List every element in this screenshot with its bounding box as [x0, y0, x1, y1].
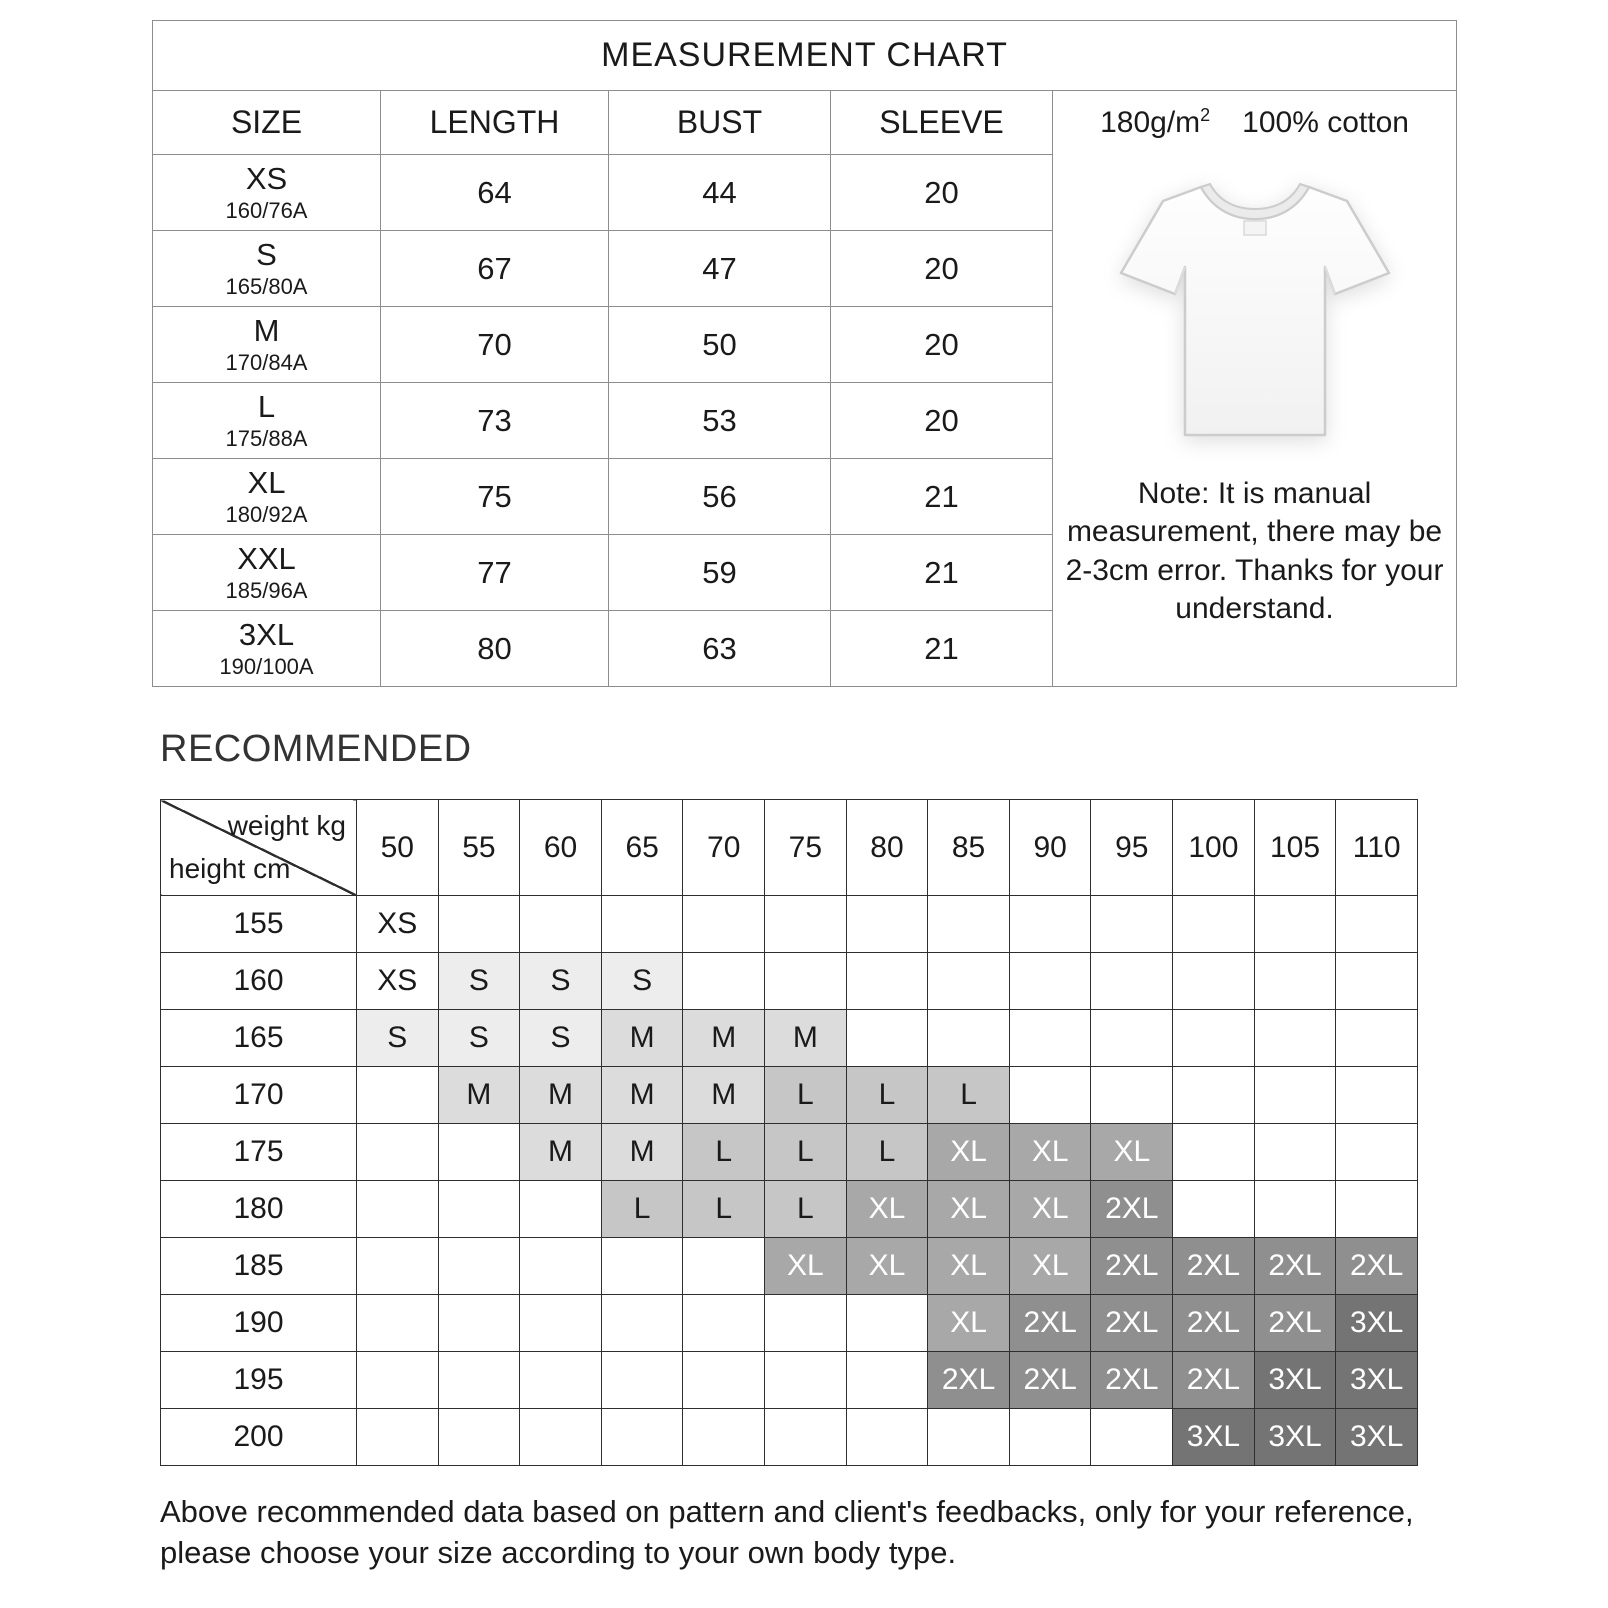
recommended-row	[161, 953, 1418, 1010]
col-header-bust: BUST	[609, 91, 831, 155]
empty-cell	[1254, 896, 1336, 953]
measurement-header-row	[153, 91, 1457, 155]
size-cell	[153, 231, 381, 307]
size-cell	[153, 459, 381, 535]
empty-cell	[765, 1295, 847, 1352]
empty-cell	[683, 1238, 765, 1295]
weight-column-header: 105	[1254, 800, 1336, 896]
fabric-panel	[1053, 91, 1457, 687]
size-recommendation-cell: 2XL	[1254, 1238, 1336, 1295]
empty-cell	[1173, 1181, 1255, 1238]
recommended-row	[161, 1352, 1418, 1409]
length-value: 80	[381, 611, 609, 687]
bust-value: 56	[609, 459, 831, 535]
empty-cell	[601, 1295, 683, 1352]
bust-value: 47	[609, 231, 831, 307]
size-recommendation-cell: 3XL	[1173, 1409, 1255, 1466]
empty-cell	[438, 1124, 520, 1181]
empty-cell	[928, 1010, 1010, 1067]
measurement-chart-section	[152, 20, 1457, 687]
weight-column-header: 65	[601, 800, 683, 896]
size-recommendation-cell: S	[438, 953, 520, 1010]
empty-cell	[520, 896, 602, 953]
empty-cell	[765, 953, 847, 1010]
size-recommendation-cell: 2XL	[1091, 1352, 1173, 1409]
empty-cell	[1336, 1124, 1418, 1181]
empty-cell	[683, 1409, 765, 1466]
bust-value: 59	[609, 535, 831, 611]
empty-cell	[765, 896, 847, 953]
empty-cell	[846, 1409, 928, 1466]
tshirt-icon	[1095, 163, 1415, 463]
col-header-size: SIZE	[153, 91, 381, 155]
size-label: 3XL	[238, 617, 295, 653]
size-recommendation-cell: 2XL	[1173, 1238, 1255, 1295]
empty-cell	[683, 1352, 765, 1409]
empty-cell	[928, 953, 1010, 1010]
measurement-table-body	[153, 21, 1457, 687]
size-recommendation-cell: S	[520, 1010, 602, 1067]
size-recommendation-cell: M	[601, 1124, 683, 1181]
size-recommendation-cell: XL	[1009, 1238, 1091, 1295]
empty-cell	[438, 1352, 520, 1409]
weight-axis-label: weight kg	[227, 810, 346, 841]
empty-cell	[928, 896, 1010, 953]
sleeve-value: 21	[831, 611, 1053, 687]
empty-cell	[683, 896, 765, 953]
empty-cell	[1254, 953, 1336, 1010]
recommended-row	[161, 1010, 1418, 1067]
empty-cell	[1009, 1409, 1091, 1466]
height-label: 200	[161, 1409, 357, 1466]
empty-cell	[1336, 1067, 1418, 1124]
tshirt-image-wrap	[1061, 163, 1448, 463]
empty-cell	[1254, 1124, 1336, 1181]
empty-cell	[357, 1067, 439, 1124]
empty-cell	[357, 1352, 439, 1409]
height-label: 195	[161, 1352, 357, 1409]
length-value: 75	[381, 459, 609, 535]
weight-column-header: 70	[683, 800, 765, 896]
weight-column-header: 95	[1091, 800, 1173, 896]
length-value: 77	[381, 535, 609, 611]
size-recommendation-cell: 2XL	[1091, 1295, 1173, 1352]
bust-value: 63	[609, 611, 831, 687]
empty-cell	[683, 1295, 765, 1352]
bust-value: 53	[609, 383, 831, 459]
weight-column-header: 85	[928, 800, 1010, 896]
weight-column-header: 60	[520, 800, 602, 896]
measurement-chart-table	[152, 20, 1457, 687]
size-label: L	[257, 389, 276, 425]
weight-column-header: 55	[438, 800, 520, 896]
size-recommendation-cell: 3XL	[1254, 1352, 1336, 1409]
empty-cell	[1009, 953, 1091, 1010]
empty-cell	[1336, 1010, 1418, 1067]
empty-cell	[1091, 1010, 1173, 1067]
size-recommendation-cell: XS	[357, 896, 439, 953]
size-recommendation-cell: L	[765, 1067, 847, 1124]
size-recommendation-cell: M	[601, 1067, 683, 1124]
size-recommendation-cell: 2XL	[1254, 1295, 1336, 1352]
size-recommendation-cell: M	[683, 1010, 765, 1067]
height-label: 165	[161, 1010, 357, 1067]
weight-column-header: 50	[357, 800, 439, 896]
empty-cell	[1009, 1067, 1091, 1124]
length-value: 73	[381, 383, 609, 459]
size-recommendation-cell: 3XL	[1254, 1409, 1336, 1466]
fabric-info	[1061, 91, 1448, 155]
size-recommendation-cell: XL	[846, 1181, 928, 1238]
empty-cell	[438, 1409, 520, 1466]
size-recommendation-cell: XL	[928, 1181, 1010, 1238]
empty-cell	[683, 953, 765, 1010]
size-cell	[153, 155, 381, 231]
sleeve-value: 21	[831, 535, 1053, 611]
recommended-row	[161, 1295, 1418, 1352]
empty-cell	[601, 1238, 683, 1295]
height-axis-label: height cm	[169, 853, 291, 884]
empty-cell	[1173, 1124, 1255, 1181]
size-cell	[153, 535, 381, 611]
size-label: XXL	[237, 541, 296, 577]
size-recommendation-cell: 2XL	[1336, 1238, 1418, 1295]
material-label: 100% cotton	[1242, 106, 1409, 139]
size-recommendation-cell: XL	[928, 1238, 1010, 1295]
empty-cell	[846, 1352, 928, 1409]
empty-cell	[520, 1409, 602, 1466]
size-recommendation-cell: 2XL	[1009, 1352, 1091, 1409]
empty-cell	[1091, 953, 1173, 1010]
size-recommendation-cell: M	[438, 1067, 520, 1124]
size-recommendation-cell: XL	[928, 1295, 1010, 1352]
size-recommendation-cell: 2XL	[1091, 1181, 1173, 1238]
size-label: S	[256, 237, 277, 273]
size-recommendation-cell: L	[846, 1067, 928, 1124]
height-label: 185	[161, 1238, 357, 1295]
size-recommendation-cell: L	[683, 1124, 765, 1181]
size-recommendation-cell: 3XL	[1336, 1409, 1418, 1466]
fabric-weight-label: $180g/m^2$	[1100, 105, 1211, 139]
height-label: 180	[161, 1181, 357, 1238]
empty-cell	[357, 1295, 439, 1352]
empty-cell	[1009, 1010, 1091, 1067]
empty-cell	[1254, 1067, 1336, 1124]
size-spec-label: 175/88A	[225, 425, 308, 451]
length-value: 70	[381, 307, 609, 383]
recommended-row	[161, 1067, 1418, 1124]
size-recommendation-cell: S	[438, 1010, 520, 1067]
size-spec-label: 185/96A	[225, 577, 308, 603]
recommended-section	[160, 728, 1500, 1574]
size-recommendation-cell: S	[601, 953, 683, 1010]
size-spec-label: 180/92A	[225, 501, 308, 527]
empty-cell	[438, 1295, 520, 1352]
empty-cell	[520, 1181, 602, 1238]
size-recommendation-cell: XL	[846, 1238, 928, 1295]
height-label: 170	[161, 1067, 357, 1124]
empty-cell	[765, 1352, 847, 1409]
size-recommendation-cell: S	[520, 953, 602, 1010]
size-recommendation-cell: 2XL	[928, 1352, 1010, 1409]
sleeve-value: 20	[831, 383, 1053, 459]
size-recommendation-cell: XS	[357, 953, 439, 1010]
recommended-row	[161, 1181, 1418, 1238]
sleeve-value: 20	[831, 155, 1053, 231]
size-recommendation-cell: L	[765, 1181, 847, 1238]
height-label: 175	[161, 1124, 357, 1181]
empty-cell	[1173, 1010, 1255, 1067]
recommended-row	[161, 1238, 1418, 1295]
col-header-length: LENGTH	[381, 91, 609, 155]
size-recommendation-cell: M	[765, 1010, 847, 1067]
empty-cell	[928, 1409, 1010, 1466]
weight-column-header: 80	[846, 800, 928, 896]
empty-cell	[520, 1238, 602, 1295]
height-label: 160	[161, 953, 357, 1010]
size-recommendation-cell: L	[928, 1067, 1010, 1124]
measurement-title-row	[153, 21, 1457, 91]
size-recommendation-cell: XL	[765, 1238, 847, 1295]
size-recommendation-cell: M	[683, 1067, 765, 1124]
bust-value: 50	[609, 307, 831, 383]
height-label: 155	[161, 896, 357, 953]
size-recommendation-cell: L	[683, 1181, 765, 1238]
size-recommendation-cell: XL	[1009, 1124, 1091, 1181]
recommendation-footnote: Above recommended data based on pattern and client's feedbacks, only for your reference, please choose your size according to your own body type.	[160, 1494, 1414, 1570]
empty-cell	[601, 1409, 683, 1466]
size-spec-label: 170/84A	[225, 349, 308, 375]
empty-cell	[1091, 1067, 1173, 1124]
length-value: 67	[381, 231, 609, 307]
height-label: 190	[161, 1295, 357, 1352]
size-recommendation-cell: 2XL	[1173, 1352, 1255, 1409]
recommended-row	[161, 1409, 1418, 1466]
empty-cell	[438, 1181, 520, 1238]
weight-column-header: 100	[1173, 800, 1255, 896]
empty-cell	[1173, 953, 1255, 1010]
size-recommendation-cell: M	[520, 1124, 602, 1181]
size-recommendation-cell: XL	[928, 1124, 1010, 1181]
size-label: XL	[247, 465, 286, 501]
size-recommendation-cell: L	[765, 1124, 847, 1181]
recommended-header-row	[161, 800, 1418, 896]
empty-cell	[1336, 896, 1418, 953]
bust-value: 44	[609, 155, 831, 231]
recommended-heading: RECOMMENDED	[160, 728, 472, 770]
size-recommendation-cell: 3XL	[1336, 1352, 1418, 1409]
corner-cell	[161, 800, 357, 896]
size-recommendation-cell: S	[357, 1010, 439, 1067]
weight-column-header: 110	[1336, 800, 1418, 896]
recommended-row	[161, 896, 1418, 953]
empty-cell	[438, 1238, 520, 1295]
weight-column-header: 75	[765, 800, 847, 896]
empty-cell	[1173, 1067, 1255, 1124]
recommended-row	[161, 1124, 1418, 1181]
sleeve-value: 21	[831, 459, 1053, 535]
empty-cell	[1091, 1409, 1173, 1466]
length-value: 64	[381, 155, 609, 231]
empty-cell	[846, 896, 928, 953]
measurement-note: Note: It is manual measurement, there may be 2-3cm error. Thanks for your understand.	[1065, 477, 1444, 626]
empty-cell	[520, 1352, 602, 1409]
size-cell	[153, 307, 381, 383]
empty-cell	[1254, 1181, 1336, 1238]
col-header-sleeve: SLEEVE	[831, 91, 1053, 155]
size-recommendation-cell: 2XL	[1009, 1295, 1091, 1352]
size-recommendation-cell: 3XL	[1336, 1295, 1418, 1352]
empty-cell	[357, 1124, 439, 1181]
size-spec-label: 165/80A	[225, 273, 308, 299]
size-cell	[153, 611, 381, 687]
empty-cell	[438, 896, 520, 953]
empty-cell	[520, 1295, 602, 1352]
empty-cell	[846, 953, 928, 1010]
size-spec-label: 190/100A	[219, 653, 314, 679]
recommended-table	[160, 799, 1418, 1466]
empty-cell	[1173, 896, 1255, 953]
size-recommendation-cell: M	[601, 1010, 683, 1067]
empty-cell	[765, 1409, 847, 1466]
weight-column-header: 90	[1009, 800, 1091, 896]
empty-cell	[601, 896, 683, 953]
size-spec-label: 160/76A	[225, 197, 308, 223]
empty-cell	[846, 1010, 928, 1067]
size-recommendation-cell: 2XL	[1173, 1295, 1255, 1352]
sleeve-value: 20	[831, 231, 1053, 307]
empty-cell	[357, 1181, 439, 1238]
empty-cell	[357, 1238, 439, 1295]
recommended-table-body	[161, 800, 1418, 1466]
sleeve-value: 20	[831, 307, 1053, 383]
size-recommendation-cell: L	[846, 1124, 928, 1181]
empty-cell	[1091, 896, 1173, 953]
empty-cell	[357, 1409, 439, 1466]
empty-cell	[601, 1352, 683, 1409]
size-cell	[153, 383, 381, 459]
measurement-chart-title: MEASUREMENT CHART	[153, 21, 1457, 91]
empty-cell	[1336, 953, 1418, 1010]
size-recommendation-cell: L	[601, 1181, 683, 1238]
size-recommendation-cell: XL	[1091, 1124, 1173, 1181]
empty-cell	[1009, 896, 1091, 953]
size-label: XS	[245, 161, 288, 197]
empty-cell	[1254, 1010, 1336, 1067]
size-recommendation-cell: M	[520, 1067, 602, 1124]
empty-cell	[846, 1295, 928, 1352]
empty-cell	[1336, 1181, 1418, 1238]
size-recommendation-cell: XL	[1009, 1181, 1091, 1238]
size-recommendation-cell: 2XL	[1091, 1238, 1173, 1295]
size-label: M	[253, 313, 280, 349]
